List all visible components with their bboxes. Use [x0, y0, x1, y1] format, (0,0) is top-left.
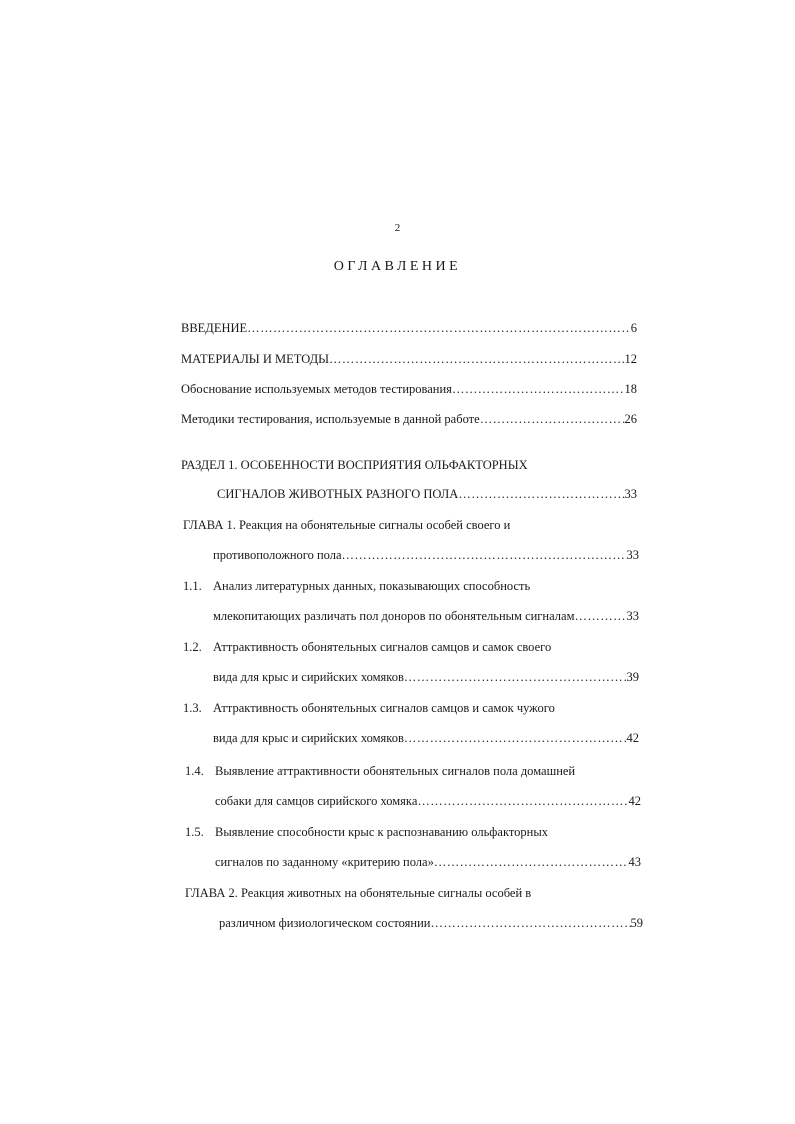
toc-entry-1-4-line2	[215, 793, 641, 809]
page-number: 2	[394, 222, 401, 234]
toc-entry-text: Методики тестирования, используемые в данной работе	[181, 412, 480, 426]
toc-entry-text: РАЗДЕЛ 1. ОСОБЕННОСТИ ВОСПРИЯТИЯ ОЛЬФАКТОРНЫХ	[181, 458, 528, 472]
toc-entry-page: 42	[626, 731, 639, 745]
toc-entry-text: ГЛАВА 1. Реакция на обонятельные сигналы особей своего и	[183, 518, 511, 532]
toc-entry-testing-methods	[181, 411, 637, 427]
toc-entry-text: различном физиологическом состоянии	[219, 916, 431, 930]
toc-entry-1-3-line1	[183, 700, 643, 716]
toc-entry-page: 59	[630, 916, 643, 930]
toc-leader-dots	[574, 608, 626, 624]
toc-leader-dots	[404, 669, 627, 685]
toc-leader-dots	[329, 351, 624, 367]
toc-entry-page: 6	[630, 321, 637, 335]
toc-entry-1-3-line2	[213, 730, 639, 746]
toc-entry-page: 12	[624, 352, 637, 366]
toc-entry-text: вида для крыс и сирийских хомяков	[213, 731, 404, 745]
toc-entry-1-5-line1	[185, 824, 645, 840]
toc-entry-text: сигналов по заданному «критерию пола»	[215, 855, 434, 869]
toc-entry-page: 42	[628, 794, 641, 808]
toc-leader-dots	[342, 547, 627, 563]
toc-entry-materials-methods	[181, 351, 637, 367]
toc-entry-1-4-line1	[185, 763, 645, 779]
toc-leader-dots	[417, 793, 628, 809]
toc-leader-dots	[434, 854, 629, 870]
toc-entry-1-5-line2	[215, 854, 641, 870]
toc-entry-page: 33	[626, 548, 639, 562]
toc-leader-dots	[430, 915, 630, 931]
toc-entry-text: Анализ литературных данных, показывающих способность	[213, 579, 531, 593]
toc-entry-text: Аттрактивность обонятельных сигналов самцов и самок чужого	[213, 701, 555, 715]
toc-entry-1-2-line1	[183, 639, 643, 655]
toc-leader-dots	[458, 486, 624, 502]
toc-entry-chapter-1-line1	[183, 517, 643, 533]
toc-entry-methods-rationale	[181, 381, 637, 397]
toc-leader-dots	[452, 381, 625, 397]
toc-entry-text: собаки для самцов сирийского хомяка	[215, 794, 418, 808]
toc-entry-text: Выявление аттрактивности обонятельных сигналов пола домашней	[215, 764, 576, 778]
toc-entry-number: 1.3.	[183, 701, 202, 715]
toc-entry-chapter-2-line1	[185, 885, 645, 901]
toc-entry-introduction	[181, 320, 637, 336]
toc-entry-1-1-line2	[213, 608, 639, 624]
toc-entry-page: 39	[626, 670, 639, 684]
toc-entry-page: 18	[624, 382, 637, 396]
toc-leader-dots	[247, 320, 631, 336]
toc-entry-text: ВВЕДЕНИЕ	[181, 321, 248, 335]
toc-entry-page: 33	[624, 487, 637, 501]
toc-entry-number: 1.4.	[185, 764, 204, 778]
toc-entry-1-1-line1	[183, 578, 643, 594]
toc-title: ОГЛАВЛЕНИЕ	[333, 259, 462, 274]
toc-entry-text: Выявление способности крыс к распознаванию ольфакторных	[215, 825, 548, 839]
toc-entry-number: 1.1.	[183, 579, 202, 593]
toc-entry-number: 1.2.	[183, 640, 202, 654]
toc-entry-1-2-line2	[213, 669, 639, 685]
toc-leader-dots	[404, 730, 627, 746]
toc-entry-text: СИГНАЛОВ ЖИВОТНЫХ РАЗНОГО ПОЛА	[217, 487, 459, 501]
toc-entry-text: млекопитающих различать пол доноров по обонятельным сигналам	[213, 609, 575, 623]
toc-entry-page: 33	[626, 609, 639, 623]
toc-entry-section-1-line2	[217, 486, 637, 502]
toc-entry-page: 26	[624, 412, 637, 426]
toc-entry-text: вида для крыс и сирийских хомяков	[213, 670, 404, 684]
toc-entry-text: ГЛАВА 2. Реакция животных на обонятельные сигналы особей в	[185, 886, 532, 900]
toc-entry-page: 43	[628, 855, 641, 869]
toc-entry-text: противоположного пола	[213, 548, 342, 562]
toc-entry-section-1-line1	[181, 457, 641, 473]
toc-entry-chapter-1-line2	[213, 547, 639, 563]
toc-entry-text: МАТЕРИАЛЫ И МЕТОДЫ	[181, 352, 330, 366]
toc-entry-text: Аттрактивность обонятельных сигналов самцов и самок своего	[213, 640, 552, 654]
toc-entry-chapter-2-line2	[219, 915, 643, 931]
toc-leader-dots	[480, 411, 625, 427]
toc-entry-number: 1.5.	[185, 825, 204, 839]
toc-entry-text: Обоснование используемых методов тестирования	[181, 382, 452, 396]
